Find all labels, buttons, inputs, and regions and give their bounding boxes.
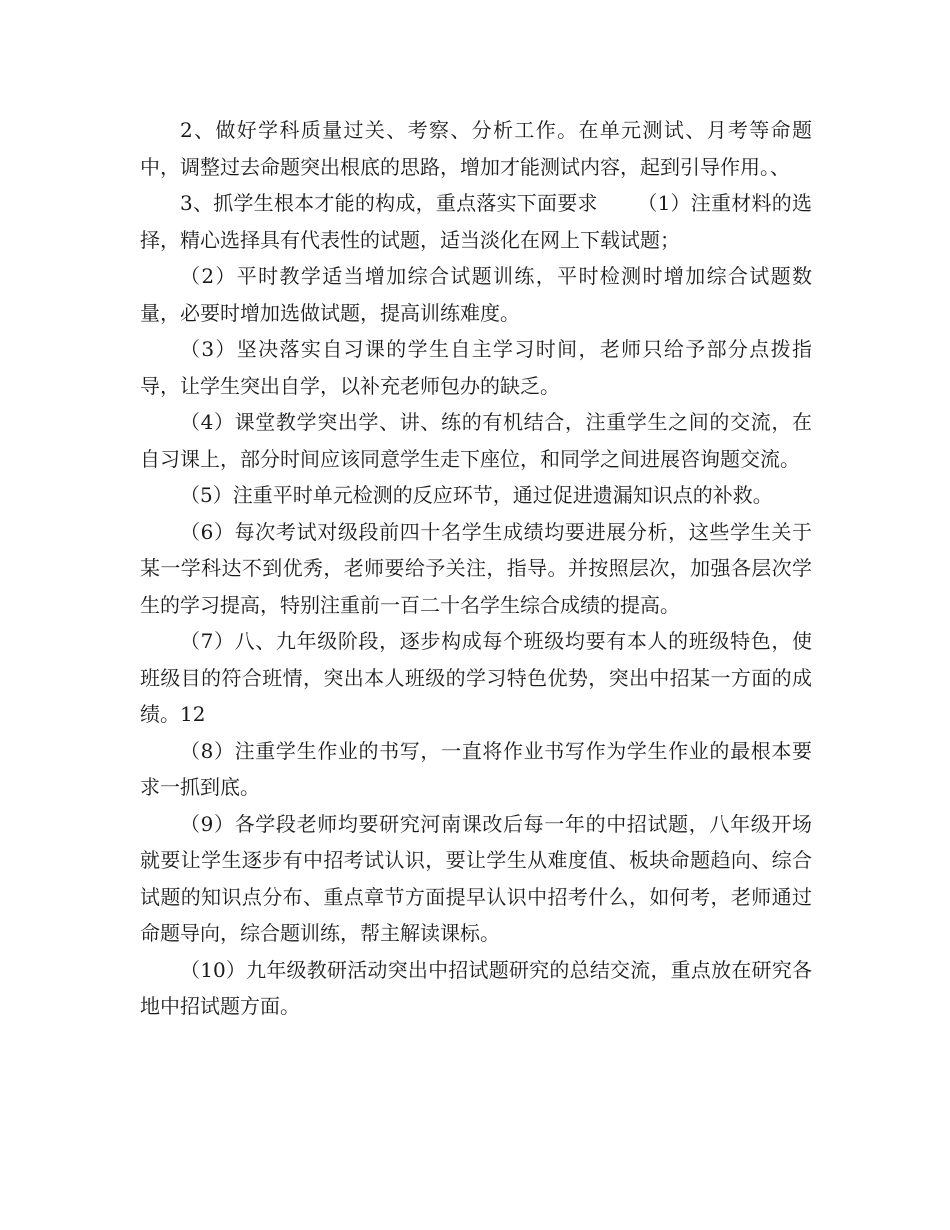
document-page [140, 112, 812, 1025]
paragraph-basic-ability: 3、抓学生根本才能的构成，重点落实下面要求 （1）注重材料的选择，精心选择具有代表性的试题，适当淡化在网上下载试题； [140, 191, 812, 252]
paragraph-quality-analysis: 2、做好学科质量过关、考察、分析工作。在单元测试、月考等命题中，调整过去命题突出根底的思路，增加才能测试内容，起到引导作用。、 [140, 118, 812, 179]
paragraph-item-9: （9）各学段老师均要研究河南课改后每一年的中招试题，八年级开场就要让学生逐步有中招考试认识，要让学生从难度值、板块命题趋向、综合试题的知识点分布、重点章节方面提早认识中招考什么，如何考，老师通过命题导向，综合题训练，帮主解读课标。 [140, 811, 812, 945]
paragraph-item-8: （8）注重学生作业的书写，一直将作业书写作为学生作业的最根本要求一抓到底。 [140, 738, 812, 799]
paragraph-item-7: （7）八、九年级阶段，逐步构成每个班级均要有本人的班级特色，使班级目的符合班情，突出本人班级的学习特色优势，突出中招某一方面的成绩。12 [140, 629, 812, 726]
paragraph-item-6: （6）每次考试对级段前四十名学生成绩均要进展分析，这些学生关于某一学科达不到优秀，老师要给予关注，指导。并按照层次，加强各层次学生的学习提高，特别注重前一百二十名学生综合成绩的提高。 [140, 519, 812, 617]
paragraph-item-10: （10）九年级教研活动突出中招试题研究的总结交流，重点放在研究各地中招试题方面。 [140, 957, 812, 1018]
paragraph-item-3: （3）坚决落实自习课的学生自主学习时间，老师只给予部分点拨指导，让学生突出自学，以补充老师包办的缺乏。 [140, 337, 812, 398]
paragraph-item-5: （5）注重平时单元检测的反应环节，通过促进遗漏知识点的补救。 [180, 483, 773, 507]
paragraph-item-2: （2）平时教学适当增加综合试题训练，平时检测时增加综合试题数量，必要时增加选做试题，提高训练难度。 [140, 264, 812, 325]
paragraph-item-4: （4）课堂教学突出学、讲、练的有机结合，注重学生之间的交流，在自习课上，部分时间应该同意学生走下座位，和同学之间进展咨询题交流。 [140, 410, 812, 471]
